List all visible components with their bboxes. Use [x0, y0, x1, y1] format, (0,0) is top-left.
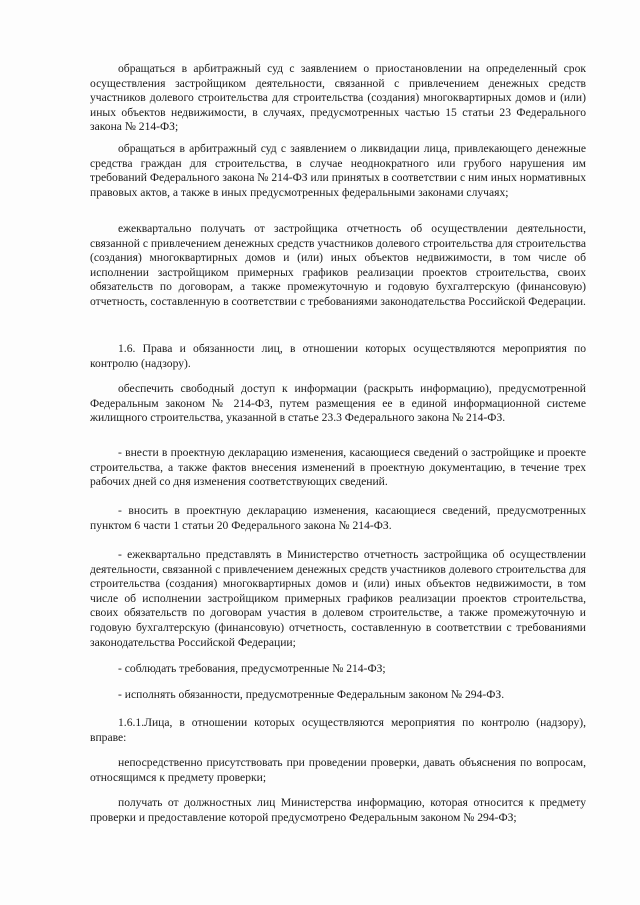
paragraph-liquidation-petition: обращаться в арбитражный суд с заявлением о ликвидации лица, привлекающего денежные средства граждан для строительства, в случае неоднократного или грубого нарушения им требований Федерального закона № 214-ФЗ или принятых в соответствии с ним иных нормативных правовых актов, а также в иных предусмотренных федеральными законами случаях; — [90, 142, 586, 199]
paragraph-declaration-changes: - внести в проектную декларацию изменения, касающиеся сведений о застройщике и проекте строительства, а также фактов внесения изменений в проектную документацию, в течение трех рабочих дней со дня изменения соответствующих сведений. — [90, 446, 586, 489]
paragraph-fulfill-obligations: - исполнять обязанности, предусмотренные Федеральным законом № 294-ФЗ. — [118, 688, 505, 701]
paragraph-comply-requirements: - соблюдать требования, предусмотренные № 214-ФЗ; — [118, 662, 386, 675]
section-heading-1-6: 1.6. Права и обязанности лиц, в отношении которых осуществляются мероприятия по контролю (надзору). — [90, 342, 586, 370]
paragraph-submit-reporting: - ежеквартально представлять в Министерство отчетность застройщика об осуществлении деятельности, связанной с привлечением денежных средств участников долевого строительства для строительства (создания) многоквартирных домов и (или) иных объектов недвижимости, в том числе об исполнении застройщиком примерных графиков реализации проектов строительства, своих обязательств по договорам участия в долевом строительстве, а также промежуточную и годовую бухгалтерскую (финансовую) отчетность, составленную в соответствии с требованиями законодательства Российской Федерации; — [90, 548, 586, 649]
section-heading-1-6-1: 1.6.1.Лица, в отношении которых осуществляются мероприятия по контролю (надзору), вправе: — [90, 716, 586, 744]
paragraph-free-access: обеспечить свободный доступ к информации (раскрыть информацию), предусмотренной Федеральным законом № 214-ФЗ, путем размещения ее в единой информационной системе жилищного строительства, указанной в статье 23.3 Федерального закона № 214-ФЗ. — [90, 382, 586, 425]
paragraph-quarterly-reporting: ежеквартально получать от застройщика отчетность об осуществлении деятельности, связанной с привлечением денежных средств участников долевого строительства для строительства (создания) многоквартирных домов и (или) иных объектов недвижимости, в том числе об исполнении застройщиком примерных графиков реализации проектов строительства, своих обязательств по договорам, а также промежуточную и годовую бухгалтерскую (финансовую) отчетность, составленную в соответствии с требованиями законодательства Российской Федерации. — [90, 222, 586, 308]
paragraph-receive-information: получать от должностных лиц Министерства информацию, которая относится к предмету проверки и предоставление которой предусмотрено Федеральным законом № 294-ФЗ; — [90, 796, 586, 824]
paragraph-declaration-info: - вносить в проектную декларацию изменения, касающиеся сведений, предусмотренных пунктом 6 части 1 статьи 20 Федерального закона № 214-ФЗ. — [90, 504, 586, 532]
paragraph-suspension-petition: обращаться в арбитражный суд с заявлением о приостановлении на определенный срок осуществления застройщиком деятельности, связанной с привлечением денежных средств участников долевого строительства для строительства (создания) многоквартирных домов и (или) иных объектов недвижимости, в случаях, предусмотренных частью 15 статьи 23 Федерального закона № 214-ФЗ; — [90, 62, 586, 134]
paragraph-attend-inspection: непосредственно присутствовать при проведении проверки, давать объяснения по вопросам, относящимся к предмету проверки; — [90, 756, 586, 784]
